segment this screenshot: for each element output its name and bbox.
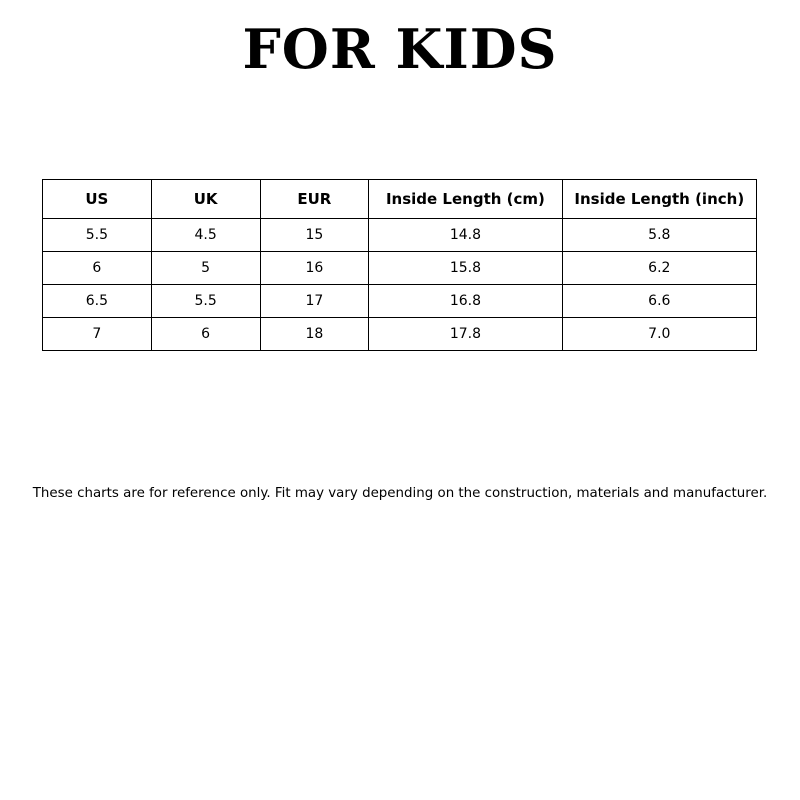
cell-uk: 4.5 [151,219,260,252]
cell-eur: 18 [260,318,369,351]
table-row [43,219,757,252]
table-row [43,285,757,318]
header-uk: UK [151,180,260,219]
header-inside-length-cm: Inside Length (cm) [369,180,562,219]
cell-uk: 5.5 [151,285,260,318]
cell-length-cm: 16.8 [369,285,562,318]
cell-us: 5.5 [43,219,152,252]
disclaimer-note: These charts are for reference only. Fit may vary depending on the construction, materials and manufacturer. [32,486,768,501]
cell-length-inch: 6.6 [562,285,756,318]
cell-us: 6 [43,252,152,285]
cell-length-cm: 14.8 [369,219,562,252]
cell-eur: 17 [260,285,369,318]
table-row [43,318,757,351]
cell-length-cm: 17.8 [369,318,562,351]
header-us: US [43,180,152,219]
header-eur: EUR [260,180,369,219]
cell-length-inch: 5.8 [562,219,756,252]
cell-uk: 5 [151,252,260,285]
cell-length-cm: 15.8 [369,252,562,285]
header-inside-length-inch: Inside Length (inch) [562,180,756,219]
cell-us: 7 [43,318,152,351]
cell-us: 6.5 [43,285,152,318]
cell-length-inch: 6.2 [562,252,756,285]
cell-eur: 15 [260,219,369,252]
size-chart-table [42,179,757,351]
cell-uk: 6 [151,318,260,351]
cell-eur: 16 [260,252,369,285]
table-row [43,252,757,285]
cell-length-inch: 7.0 [562,318,756,351]
page-title: FOR KIDS [242,17,558,81]
table-header-row [43,180,757,219]
